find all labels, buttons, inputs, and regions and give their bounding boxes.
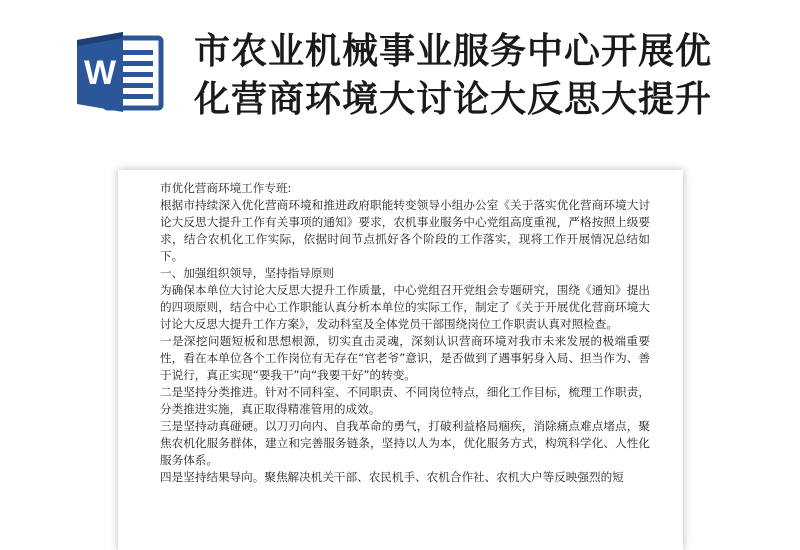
title-line-2: 化营商环境大讨论大反思大提升 [194, 79, 713, 120]
svg-text:W: W [83, 54, 117, 92]
word-document-icon [75, 30, 167, 114]
paragraph: 四是坚持结果导向。聚焦解决机关干部、农民机手、农机合作社、农机大户等反映强烈的短 [160, 470, 624, 484]
section-heading: 一、加强组织领导，坚持指导原则 [160, 266, 334, 280]
title-line-1: 市农业机械事业服务中心开展优 [194, 31, 713, 72]
paragraph: 三是坚持动真碰硬。以刀刃向内、自我革命的勇气，打破利益格局痼疾，消除痛点难点堵点，聚焦农机化服务群体，建立和完善服务链条，坚持以人为本，优化服务方式，构筑科学化、人性化服务体系。 [160, 419, 650, 467]
paragraph: 二是坚持分类推进。针对不同科室、不同职责、不同岗位特点，细化工作目标，梳理工作职责，分类推进实施，真正取得精准管用的成效。 [160, 385, 650, 416]
document-body [160, 180, 650, 486]
salutation: 市优化营商环境工作专班: [160, 181, 292, 195]
header-banner [0, 0, 800, 150]
paragraph: 一是深挖问题短板和思想根源，切实直击灵魂，深刻认识营商环境对我市未来发展的极端重要性，看在本单位各个工作岗位有无存在“官老爷”意识，是否做到了遇事躬身入局、担当作为、善于说行，真正实现“要我干”向“我要干好”的转变。 [160, 334, 650, 382]
paragraph: 为确保本单位大讨论大反思大提升工作质量，中心党组召开党组会专题研究，围绕《通知》提出的四项原则，结合中心工作职能认真分析本单位的实际工作，制定了《关于开展优化营商环境大讨论大反思大提升工作方案》，发动科室及全体党员干部围绕岗位工作职责认真对照检查。 [160, 283, 650, 331]
document-title [194, 28, 754, 124]
paragraph: 根据市持续深入优化营商环境和推进政府职能转变领导小组办公室《关于落实优化营商环境大讨论大反思大提升工作有关事项的通知》要求，农机事业服务中心党组高度重视，严格按照上级要求，结合农机化工作实际，依据时间节点抓好各个阶段的工作落实，现将工作开展情况总结如下。 [160, 198, 650, 263]
